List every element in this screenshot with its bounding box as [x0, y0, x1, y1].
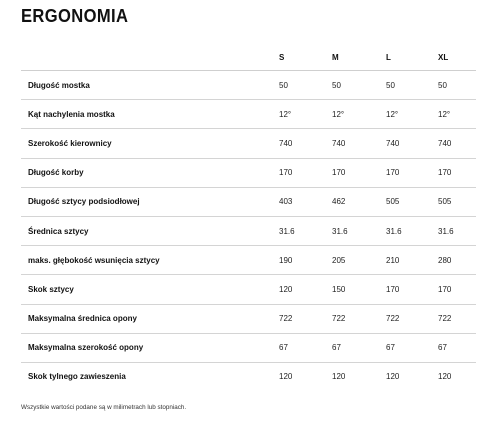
header-size-l: L: [379, 45, 431, 71]
cell-m: 67: [325, 333, 379, 362]
cell-xl: 120: [438, 372, 452, 382]
row-label: Długość korby: [21, 158, 272, 187]
cell-l: 722: [379, 304, 431, 333]
header-size-xl: XL: [431, 45, 476, 71]
table-header-row: [21, 45, 476, 71]
cell-l: 120: [386, 372, 400, 382]
table-row: [21, 304, 476, 333]
cell-l: 31.6: [379, 216, 431, 245]
cell-m: 205: [325, 246, 379, 275]
row-label: Skok sztycy: [21, 275, 272, 304]
header-empty-cell: [21, 45, 272, 71]
row-label: Długość mostka: [21, 71, 272, 100]
table-row: [21, 275, 476, 304]
table-row: [21, 100, 476, 129]
table-row: [21, 71, 476, 100]
cell-s: 740: [272, 129, 325, 158]
row-label: Długość sztycy podsiodłowej: [21, 187, 272, 216]
cell-xl: 50: [431, 71, 476, 100]
units-footnote: Wszystkie wartości podane są w milimetrach lub stopniach.: [21, 404, 187, 411]
cell-s: 67: [272, 333, 325, 362]
cell-l: 505: [379, 187, 431, 216]
cell-m: 50: [325, 71, 379, 100]
row-label: Maksymalna szerokość opony: [21, 333, 272, 362]
cell-l: 12°: [379, 100, 431, 129]
row-label: Średnica sztycy: [21, 216, 272, 245]
table-row: [21, 362, 476, 391]
cell-s: 722: [272, 304, 325, 333]
cell-xl: 170: [431, 275, 476, 304]
header-size-m: M: [325, 45, 379, 71]
cell-l: 50: [379, 71, 431, 100]
cell-xl: 12°: [431, 100, 476, 129]
cell-s: 190: [272, 246, 325, 275]
cell-l: 740: [379, 129, 431, 158]
geometry-table: [21, 45, 476, 391]
table-row: [21, 333, 476, 362]
cell-xl: 505: [431, 187, 476, 216]
table-body: [21, 71, 476, 392]
cell-m: 31.6: [325, 216, 379, 245]
cell-xl: 170: [431, 158, 476, 187]
cell-m: 170: [325, 158, 379, 187]
cell-m: 722: [325, 304, 379, 333]
cell-m: 462: [325, 187, 379, 216]
row-label: Szerokość kierownicy: [21, 129, 272, 158]
cell-s: 120: [272, 275, 325, 304]
cell-s: 12°: [272, 100, 325, 129]
table-row: [21, 246, 476, 275]
cell-s: 403: [272, 187, 325, 216]
row-label: maks. głębokość wsunięcia sztycy: [21, 246, 272, 275]
cell-l: 170: [379, 158, 431, 187]
cell-l: 210: [379, 246, 431, 275]
cell-s: 31.6: [272, 216, 325, 245]
cell-s: 50: [272, 71, 325, 100]
cell-l: 67: [379, 333, 431, 362]
cell-s: 170: [272, 158, 325, 187]
cell-xl: 280: [431, 246, 476, 275]
table-row: [21, 216, 476, 245]
cell-s: 120: [279, 372, 293, 382]
page-title: ERGONOMIA: [21, 6, 129, 26]
cell-xl: 31.6: [431, 216, 476, 245]
row-label: Skok tylnego zawieszenia: [28, 372, 126, 382]
table-row: [21, 129, 476, 158]
cell-xl: 722: [431, 304, 476, 333]
cell-m: 12°: [325, 100, 379, 129]
cell-m: 120: [332, 372, 346, 382]
row-label: Kąt nachylenia mostka: [21, 100, 272, 129]
cell-m: 740: [325, 129, 379, 158]
table-row: [21, 187, 476, 216]
cell-xl: 740: [431, 129, 476, 158]
cell-m: 150: [325, 275, 379, 304]
table-row: [21, 158, 476, 187]
row-label: Maksymalna średnica opony: [21, 304, 272, 333]
header-size-s: S: [272, 45, 325, 71]
cell-xl: 67: [431, 333, 476, 362]
cell-l: 170: [379, 275, 431, 304]
